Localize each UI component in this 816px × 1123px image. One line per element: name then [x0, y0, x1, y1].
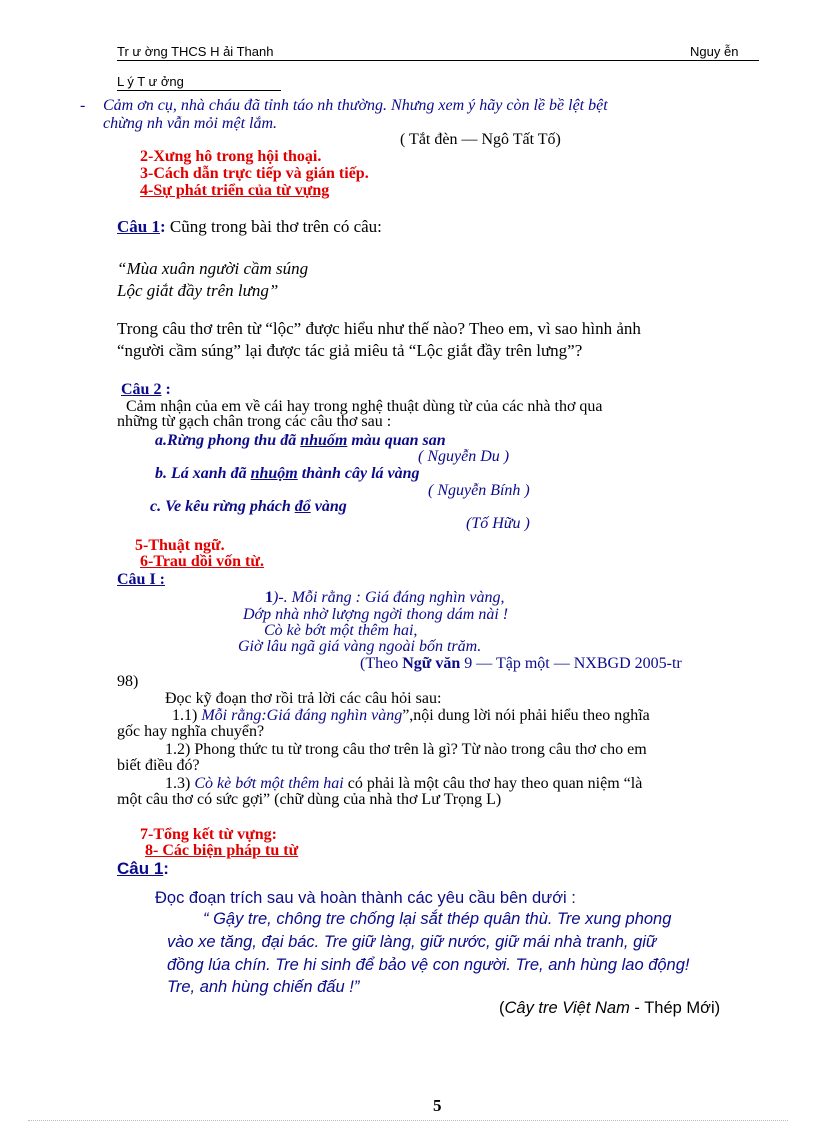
verse-text: thành cây lá vàng [297, 465, 420, 482]
section-heading: 7-Tổng kết từ vựng: [140, 826, 277, 843]
section-heading: 5-Thuật ngữ. [135, 537, 225, 554]
poem-b-source-cont: 98) [117, 673, 139, 690]
question-prompt-1: Trong câu thơ trên từ “lộc” được hiểu như thế nào? Theo em, vì sao hình ảnh [117, 319, 641, 338]
underlined-word: nhuốm [300, 432, 348, 449]
excerpt-line-2: vào xe tăng, đại bác. Tre giữ làng, giữ nước, giữ mái nhà tranh, giữ [167, 933, 657, 951]
question-1a [117, 217, 382, 237]
poem-b-line-1 [265, 589, 505, 607]
excerpt-line-3: đồng lúa chín. Tre hi sinh để bảo vệ con người. Tre, anh hùng lao động! [167, 956, 690, 974]
excerpt-source [499, 999, 720, 1018]
subquestion-1-1 [172, 708, 650, 723]
quote-dash: - [80, 97, 86, 114]
underlined-word: đổ [294, 498, 311, 515]
quote-source: ( Tắt đèn — Ngô Tất Tố) [400, 131, 561, 148]
quote-line-2: chừng nh vẫn mỏi mệt lắm. [103, 115, 278, 132]
poem-text: )-. Mỗi rằng : Giá đáng nghìn vàng, [273, 589, 505, 606]
verse-b-source: ( Nguyễn Bính ) [428, 482, 530, 499]
underlined-word: nhuộm [250, 465, 298, 482]
page-bottom-rule [28, 1120, 788, 1121]
verse-a-source: ( Nguyễn Du ) [418, 448, 510, 465]
verse-text: c. Ve kêu rừng phách [150, 498, 295, 515]
question-2-intro-2: những từ gạch chân trong các câu thơ sau : [117, 413, 392, 430]
poem-line: Lộc giắt đầy trên lưng” [117, 281, 279, 300]
verse-text: màu quan san [347, 432, 446, 449]
section-heading: 4-Sự phát triển của từ vựng [140, 182, 330, 199]
page-number: 5 [433, 1096, 442, 1115]
poem-line: “Mùa xuân người cầm súng [117, 259, 309, 278]
source-text: (Theo [360, 655, 403, 672]
question-label: Câu I : [117, 571, 166, 588]
verse-b [155, 465, 420, 483]
subquestion-1-2-cont: biết điều đó? [117, 757, 200, 774]
verse-text: vàng [310, 498, 347, 515]
subquestion-1-3-cont: một câu thơ có sức gợi” (chữ dùng của nhà thơ Lư Trọng L) [117, 791, 502, 808]
read-instruction: Đọc kỹ đoạn thơ rồi trả lời các câu hỏi sau: [165, 690, 442, 707]
subq-number: 1.3) [165, 775, 195, 792]
verse-c-source: (Tố Hữu ) [466, 515, 530, 532]
subq-text: ”,nội dung lời nói phải hiểu theo nghĩa [402, 707, 650, 724]
source-text: - Thép Mới) [629, 999, 721, 1017]
poem-b-line-2: Dớp nhà nhờ lượng ngời thong dám nài ! [243, 606, 509, 623]
question-label: Câu 1 [117, 859, 164, 878]
question-colon: : [161, 381, 171, 398]
question-colon: : [159, 217, 166, 236]
source-title: Cây tre Việt Nam [504, 999, 630, 1017]
subq-quote: Cò kè bớt một thêm hai [194, 775, 344, 792]
question-label: Câu 1 [117, 217, 160, 236]
subq-text: có phải là một câu thơ hay theo quan niệm “là [343, 775, 643, 792]
verse-a [155, 432, 446, 450]
header-author: Nguy ễn [690, 44, 739, 59]
section-heading: 2-Xưng hô trong hội thoại. [140, 148, 322, 165]
subquestion-1-1-cont: gốc hay nghĩa chuyển? [117, 723, 265, 740]
excerpt-line-4: Tre, anh hùng chiến đấu !” [167, 978, 360, 996]
question-prompt-2: “người cầm súng” lại được tác giả miêu tả “Lộc giắt đầy trên lưng”? [117, 341, 583, 360]
excerpt-line-1: “ Gậy tre, chông tre chống lại sắt thép quân thù. Tre xung phong [203, 910, 672, 928]
section-heading: 3-Cách dẫn trực tiếp và gián tiếp. [140, 165, 369, 182]
question-1c [117, 859, 169, 879]
poem-b-source [360, 655, 682, 673]
header-school: Tr ư ờng THCS H ải Thanh [117, 44, 274, 59]
verse-text: b. Lá xanh đã [155, 465, 251, 482]
question-2-intro-1: Cảm nhận của em về cái hay trong nghệ thuật dùng từ của các nhà thơ qua [126, 398, 603, 415]
subquestion-1-2: 1.2) Phong thức tu từ trong câu thơ trên là gì? Từ nào trong câu thơ cho em [165, 741, 647, 758]
header-rule [117, 60, 759, 61]
source-book: Ngữ văn [402, 655, 461, 672]
source-text: ( [499, 999, 505, 1017]
section-heading: 8- Các biện pháp tu từ [145, 842, 299, 859]
header-rule-2 [117, 90, 281, 91]
question-text: Cũng trong bài thơ trên có câu: [169, 217, 382, 236]
question-colon: : [163, 859, 169, 878]
header-author-cont: L ý T ư ởng [117, 74, 184, 89]
quote-line-1: Cảm ơn cụ, nhà cháu đã tỉnh táo nh thường. Nhưng xem ý hãy còn lề bề lệt bệt [103, 97, 608, 114]
source-text: 9 — Tập một — NXBGD 2005-tr [460, 655, 682, 672]
verse-text: a.Rừng phong thu đã [155, 432, 301, 449]
poem-number: 1 [265, 589, 273, 606]
subq-number: 1.1) [172, 707, 202, 724]
question-2 [121, 381, 171, 399]
poem-b-line-3: Cò kè bớt một thêm hai, [264, 622, 418, 639]
subquestion-1-3 [165, 776, 642, 791]
excerpt-instruction: Đọc đoạn trích sau và hoàn thành các yêu cầu bên dưới : [155, 889, 576, 907]
section-heading: 6-Trau dồi vốn từ. [140, 553, 264, 570]
question-label: Câu 2 [121, 381, 162, 398]
verse-c [150, 498, 347, 516]
poem-b-line-4: Giờ lâu ngã giá vàng ngoài bốn trăm. [238, 638, 482, 655]
subq-quote: Mỗi rằng:Giá đáng nghìn vàng [201, 707, 403, 724]
